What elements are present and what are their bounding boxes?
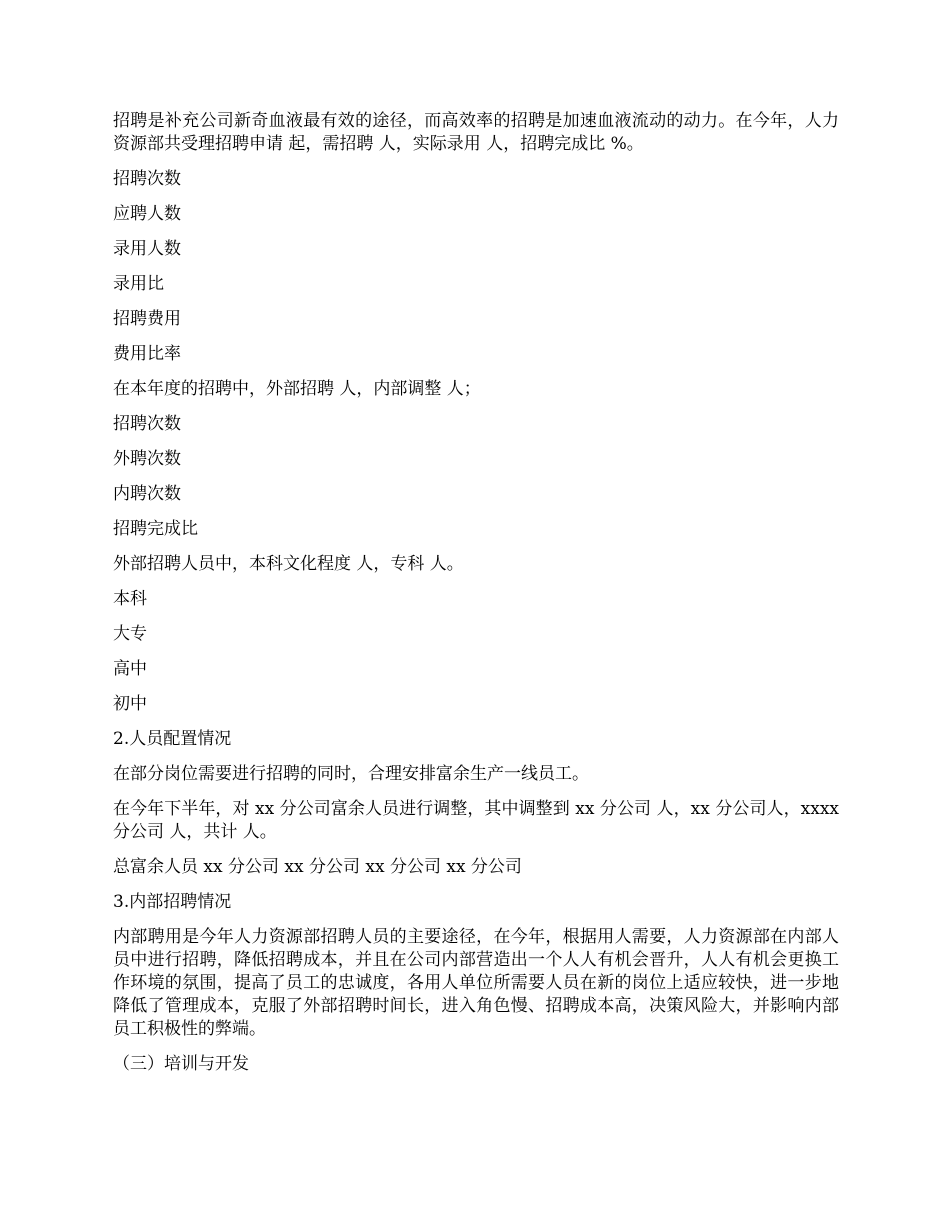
label-external-count: 外聘次数 [113,449,181,469]
education-paragraph: 外部招聘人员中，本科文化程度 人，专科 人。 [113,554,464,574]
label-cost-ratio: 费用比率 [113,344,181,364]
label-completion-ratio: 招聘完成比 [113,519,198,539]
label-recruitment-count-2: 招聘次数 [113,414,181,434]
label-college: 大专 [113,624,147,644]
surplus-staff-line: 总富余人员 xx 分公司 xx 分公司 xx 分公司 xx 分公司 [113,857,522,877]
section-heading-staffing: 2.人员配置情况 [113,729,232,749]
document-page [113,110,839,1088]
label-hired-count: 录用人数 [113,239,181,259]
section-heading-internal: 3.内部招聘情况 [113,892,232,912]
label-hire-ratio: 录用比 [113,274,164,294]
label-recruitment-count: 招聘次数 [113,169,181,189]
internal-recruitment-paragraph: 内部聘用是今年人力资源部招聘人员的主要途径，在今年，根据用人需要，人力资源部在内部人员中进行招聘，降低招聘成本，并且在公司内部营造出一个人人有机会晋升，人人有机会更换工作环境的氛围，提高了员工的忠诚度，各用人单位所需要人员在新的岗位上适应较快，进一步地降低了管理成本，克服了外部招聘时间长，进入角色慢、招聘成本高，决策风险大，并影响内部员工积极性的弊端。 [113,927,839,1039]
recruitment-intro-paragraph: 招聘是补充公司新奇血液最有效的途径，而高效率的招聘是加速血液流动的动力。在今年，人力资源部共受理招聘申请 起，需招聘 人，实际录用 人，招聘完成比 %。 [113,111,839,154]
label-internal-count: 内聘次数 [113,484,181,504]
external-internal-paragraph: 在本年度的招聘中，外部招聘 人，内部调整 人； [113,379,481,399]
section-heading-training: （三）培训与开发 [113,1054,249,1074]
label-applicant-count: 应聘人数 [113,204,181,224]
label-recruitment-cost: 招聘费用 [113,309,181,329]
adjustment-paragraph: 在今年下半年，对 xx 分公司富余人员进行调整，其中调整到 xx 分公司 人，xx 分公司人，xxxx 分公司 人，共计 人。 [113,799,839,842]
label-bachelor: 本科 [113,589,147,609]
staffing-paragraph: 在部分岗位需要进行招聘的同时，合理安排富余生产一线员工。 [113,764,589,784]
label-middle-school: 初中 [113,694,147,714]
label-high-school: 高中 [113,659,147,679]
